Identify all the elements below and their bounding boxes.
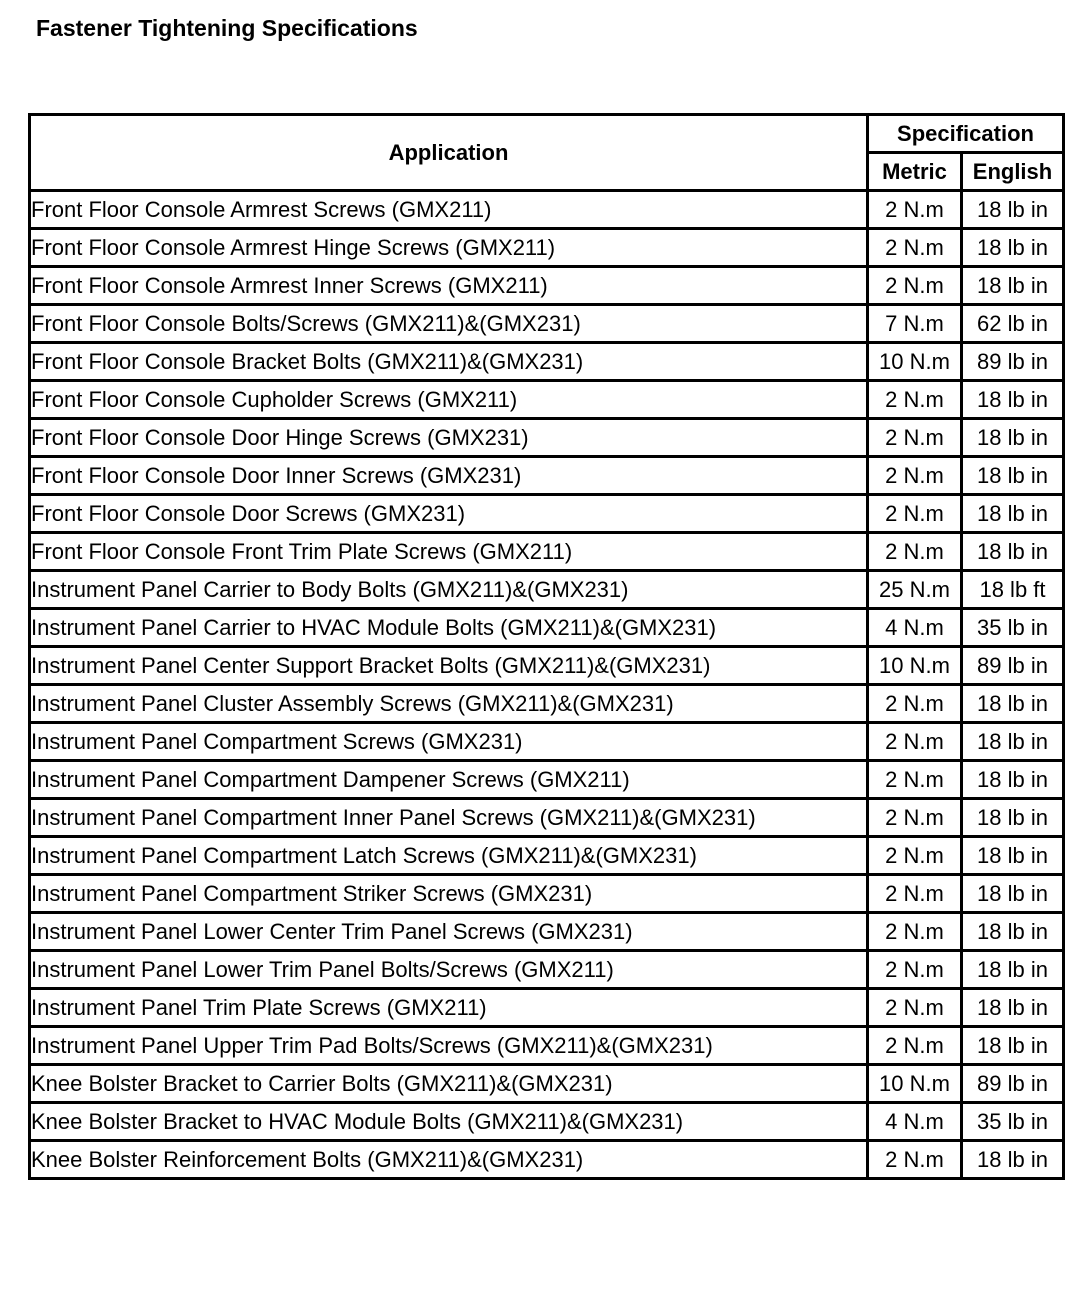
metric-cell: 4 N.m [869,1104,963,1142]
table-body [31,192,1065,1180]
metric-cell: 2 N.m [869,990,963,1028]
english-cell: 18 lb in [963,990,1065,1028]
english-cell: 18 lb in [963,686,1065,724]
application-cell: Front Floor Console Bracket Bolts (GMX211)&(GMX231) [31,344,869,382]
application-cell: Instrument Panel Carrier to HVAC Module Bolts (GMX211)&(GMX231) [31,610,869,648]
application-cell: Instrument Panel Center Support Bracket Bolts (GMX211)&(GMX231) [31,648,869,686]
metric-cell: 2 N.m [869,420,963,458]
metric-cell: 4 N.m [869,610,963,648]
metric-cell: 2 N.m [869,268,963,306]
english-cell: 18 lb in [963,724,1065,762]
table-row [31,914,1065,952]
table-row [31,382,1065,420]
english-cell: 35 lb in [963,1104,1065,1142]
english-cell: 18 lb in [963,268,1065,306]
english-cell: 18 lb in [963,230,1065,268]
table-row [31,230,1065,268]
metric-cell: 10 N.m [869,1066,963,1104]
english-cell: 89 lb in [963,344,1065,382]
metric-cell: 2 N.m [869,1028,963,1066]
table-row [31,762,1065,800]
table-row [31,990,1065,1028]
application-header: Application [31,116,869,192]
metric-header: Metric [869,154,963,192]
table-row [31,648,1065,686]
application-cell: Instrument Panel Compartment Striker Screws (GMX231) [31,876,869,914]
application-cell: Instrument Panel Lower Center Trim Panel Screws (GMX231) [31,914,869,952]
application-cell: Instrument Panel Cluster Assembly Screws (GMX211)&(GMX231) [31,686,869,724]
english-cell: 18 lb in [963,192,1065,230]
fastener-spec-table [28,113,1065,1180]
application-cell: Front Floor Console Door Screws (GMX231) [31,496,869,534]
metric-cell: 2 N.m [869,496,963,534]
metric-cell: 25 N.m [869,572,963,610]
metric-cell: 2 N.m [869,952,963,990]
metric-cell: 2 N.m [869,382,963,420]
application-cell: Instrument Panel Compartment Screws (GMX231) [31,724,869,762]
english-cell: 18 lb in [963,914,1065,952]
application-cell: Knee Bolster Reinforcement Bolts (GMX211)&(GMX231) [31,1142,869,1180]
english-cell: 18 lb in [963,1028,1065,1066]
metric-cell: 7 N.m [869,306,963,344]
english-cell: 18 lb in [963,496,1065,534]
table-row [31,724,1065,762]
table-row [31,306,1065,344]
table-row [31,534,1065,572]
english-cell: 89 lb in [963,648,1065,686]
metric-cell: 2 N.m [869,534,963,572]
english-cell: 18 lb in [963,534,1065,572]
application-cell: Knee Bolster Bracket to Carrier Bolts (GMX211)&(GMX231) [31,1066,869,1104]
metric-cell: 2 N.m [869,762,963,800]
english-cell: 18 lb in [963,800,1065,838]
table-row [31,1028,1065,1066]
application-cell: Instrument Panel Compartment Inner Panel Screws (GMX211)&(GMX231) [31,800,869,838]
english-cell: 35 lb in [963,610,1065,648]
table-row [31,268,1065,306]
application-cell: Instrument Panel Upper Trim Pad Bolts/Screws (GMX211)&(GMX231) [31,1028,869,1066]
table-row [31,1066,1065,1104]
english-cell: 89 lb in [963,1066,1065,1104]
english-cell: 18 lb in [963,458,1065,496]
english-cell: 18 lb in [963,838,1065,876]
application-cell: Knee Bolster Bracket to HVAC Module Bolts (GMX211)&(GMX231) [31,1104,869,1142]
metric-cell: 2 N.m [869,1142,963,1180]
metric-cell: 2 N.m [869,686,963,724]
english-cell: 18 lb in [963,876,1065,914]
english-cell: 18 lb in [963,762,1065,800]
table-row [31,420,1065,458]
application-cell: Instrument Panel Lower Trim Panel Bolts/Screws (GMX211) [31,952,869,990]
table-row [31,952,1065,990]
metric-cell: 10 N.m [869,344,963,382]
metric-cell: 2 N.m [869,914,963,952]
application-cell: Front Floor Console Door Hinge Screws (GMX231) [31,420,869,458]
specification-header: Specification [869,116,1065,154]
application-cell: Front Floor Console Front Trim Plate Screws (GMX211) [31,534,869,572]
table-row [31,344,1065,382]
english-header: English [963,154,1065,192]
table-row [31,686,1065,724]
metric-cell: 2 N.m [869,192,963,230]
table-row [31,610,1065,648]
english-cell: 18 lb in [963,1142,1065,1180]
english-cell: 62 lb in [963,306,1065,344]
table-row [31,192,1065,230]
table-row [31,800,1065,838]
metric-cell: 2 N.m [869,724,963,762]
table-row [31,1142,1065,1180]
application-cell: Instrument Panel Trim Plate Screws (GMX211) [31,990,869,1028]
application-cell: Front Floor Console Cupholder Screws (GMX211) [31,382,869,420]
table-row [31,458,1065,496]
table-row [31,1104,1065,1142]
application-cell: Front Floor Console Armrest Screws (GMX211) [31,192,869,230]
application-cell: Instrument Panel Carrier to Body Bolts (GMX211)&(GMX231) [31,572,869,610]
application-cell: Instrument Panel Compartment Latch Screws (GMX211)&(GMX231) [31,838,869,876]
application-cell: Front Floor Console Armrest Hinge Screws (GMX211) [31,230,869,268]
metric-cell: 2 N.m [869,838,963,876]
english-cell: 18 lb in [963,952,1065,990]
metric-cell: 2 N.m [869,458,963,496]
application-cell: Front Floor Console Armrest Inner Screws (GMX211) [31,268,869,306]
table-row [31,876,1065,914]
metric-cell: 10 N.m [869,648,963,686]
english-cell: 18 lb ft [963,572,1065,610]
metric-cell: 2 N.m [869,800,963,838]
table-row [31,838,1065,876]
english-cell: 18 lb in [963,382,1065,420]
application-cell: Front Floor Console Bolts/Screws (GMX211)&(GMX231) [31,306,869,344]
page-title: Fastener Tightening Specifications [36,15,418,41]
metric-cell: 2 N.m [869,876,963,914]
table-row [31,572,1065,610]
metric-cell: 2 N.m [869,230,963,268]
application-cell: Front Floor Console Door Inner Screws (GMX231) [31,458,869,496]
application-cell: Instrument Panel Compartment Dampener Screws (GMX211) [31,762,869,800]
english-cell: 18 lb in [963,420,1065,458]
table-row [31,496,1065,534]
